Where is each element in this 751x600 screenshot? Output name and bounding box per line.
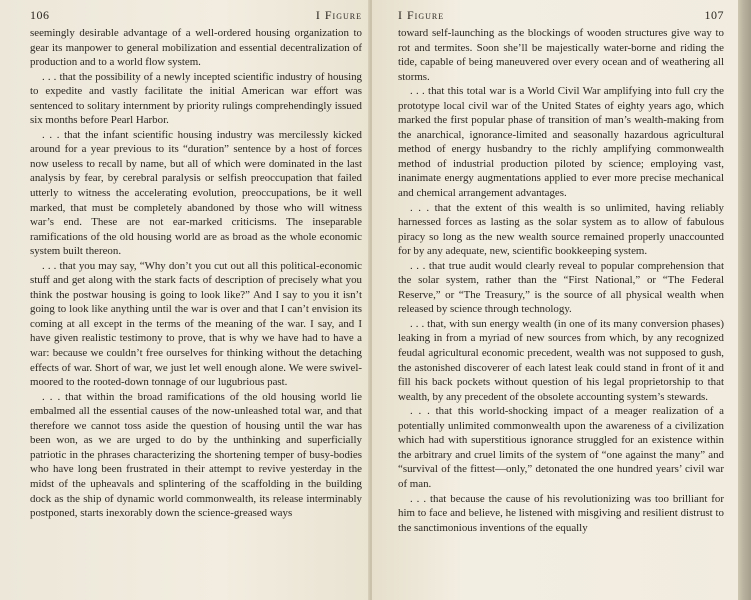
paragraph: . . . that because the cause of his revolutionizing was too brilliant for him to face and believe, he listened with misgiving and resilient distrust to the sanctimonious inventions of the equally — [398, 492, 724, 534]
right-page-number: 107 — [704, 8, 724, 22]
paragraph: . . . that the infant scientific housing industry was mercilessly kicked around for a year previous to its “duration” sentence by a host of forces now useless to recall by name, but all of which were dominated in the last analysis by fear, by cerebral paralysis or selfish preoccupation that failed utterly to witness the accelerating evolution, preoccupations, be it well marked, that must be completely abandoned by those who will witness war’s end. These are not ear-marked criticisms. The inseparable ramifications of the old housing world are as broad as the whole economic system built thereon. — [30, 128, 362, 258]
page-edge — [738, 0, 751, 600]
paragraph: . . . that this world-shocking impact of a meager realization of a potentially unlimited commonwealth upon the awareness of a civilization which had with superstitious ignorance struggled for an existence within the arbitrary and cruel limits of the system of “one against the many” and “survival of the fittest—only,” detonated the one hundred years’ civil war of man. — [398, 405, 724, 490]
paragraph: . . . that, with sun energy wealth (in one of its many conversion phases) leaking in from a myriad of new sources from which, by any recognized feudal agricultural economic precedent, wealth was not supposed to gush, the astonished discoverer of each latest leak could stand in front of it and fill his back pockets without question of his legal proprietorship to that wealth, by any precedent of the obsolete accounting system’s stewards. — [398, 317, 724, 403]
right-running-head — [398, 8, 724, 22]
paragraph: . . . that the possibility of a newly incepted scientific industry of housing to expedite and vastly facilitate the initial American war effort was sentenced to solitary internment by priority rulings comprehendingly issued six months before Pearl Harbor. — [30, 70, 362, 127]
paragraph: . . . that you may say, “Why don’t you cut out all this political-economic stuff and get along with the stark facts of description of precisely what you think the postwar housing is going to look like?” And I say to you it isn’t going to look like anything until the war is over and that I can’t envision its coming at all except in the terms of the meaning of the war. I say, and I have given realistic testimony to prove, that is why we have had to have a war: because we couldn’t free ourselves for thinking without the detaching effects of war. Short of war, we just let well enough alone. We were swivel-moored to the rooted-down tonnage of our lugubrious past. — [30, 259, 362, 389]
right-page — [372, 0, 738, 600]
paragraph: . . . that the extent of this wealth is so unlimited, having reliably harnessed forces as lasting as the solar system as to allow of fabulous piracy so long as the new wealth source remained properly unaccounted for by any adequate, new, scientific bookkeeping system. — [398, 201, 724, 258]
left-running-head — [30, 8, 362, 22]
paragraph: . . . that within the broad ramifications of the old housing world lie embalmed all the essential causes of the now-unleashed total war, and that therefore we cannot toss aside the question of housing until the war has been won, as we are urged to do by the unthinking and superficially patriotic in the phrases characterizing the shortening temper of busy-bodies who have long been frustrated in their attempt to revive yesterday in the midst of the upheavals and splintering of the scaffolding in the building dock as the ship of dynamic world commonwealth, its release interminably postponed, starts inexorably down the science-greased ways — [30, 390, 362, 520]
left-page — [0, 0, 370, 600]
left-running-title: I Figure — [315, 8, 362, 22]
paragraph: toward self-launching as the blockings of wooden structures give way to rot and termites. Soon she’ll be majestically water-borne and riding the tide, capable of being maneuvered over every ocean and of weathering all storms. — [398, 27, 724, 83]
left-page-number: 106 — [30, 8, 50, 22]
right-running-title: I Figure — [398, 8, 445, 22]
paragraph: . . . that this total war is a World Civil War amplifying into full cry the prototype local civil war of the United States of eighty years ago, which marked the first popular phase of transition of man’s wealth-making from the anarchical, ignorance-limited and seasonally hazardous agricultural method of energy husbandry to the richly amplifying commonwealth method of industrial production piloted by science; employing vast, inanimate energy augmentations applied to ever more precise mechanical and chemical arrangement advantages. — [398, 85, 724, 200]
left-page-text — [30, 26, 362, 521]
paragraph: seemingly desirable advantage of a well-ordered housing organization to gear its manpower to general mobilization and essential decentralization of production and to a world flow system. — [30, 27, 362, 69]
right-page-text — [398, 26, 724, 535]
paragraph: . . . that true audit would clearly reveal to popular comprehension that the solar system, rather than the “First National,” or “The Federal Reserve,” or “The Treasury,” is the source of all physical wealth when released by science through technology. — [398, 259, 724, 316]
